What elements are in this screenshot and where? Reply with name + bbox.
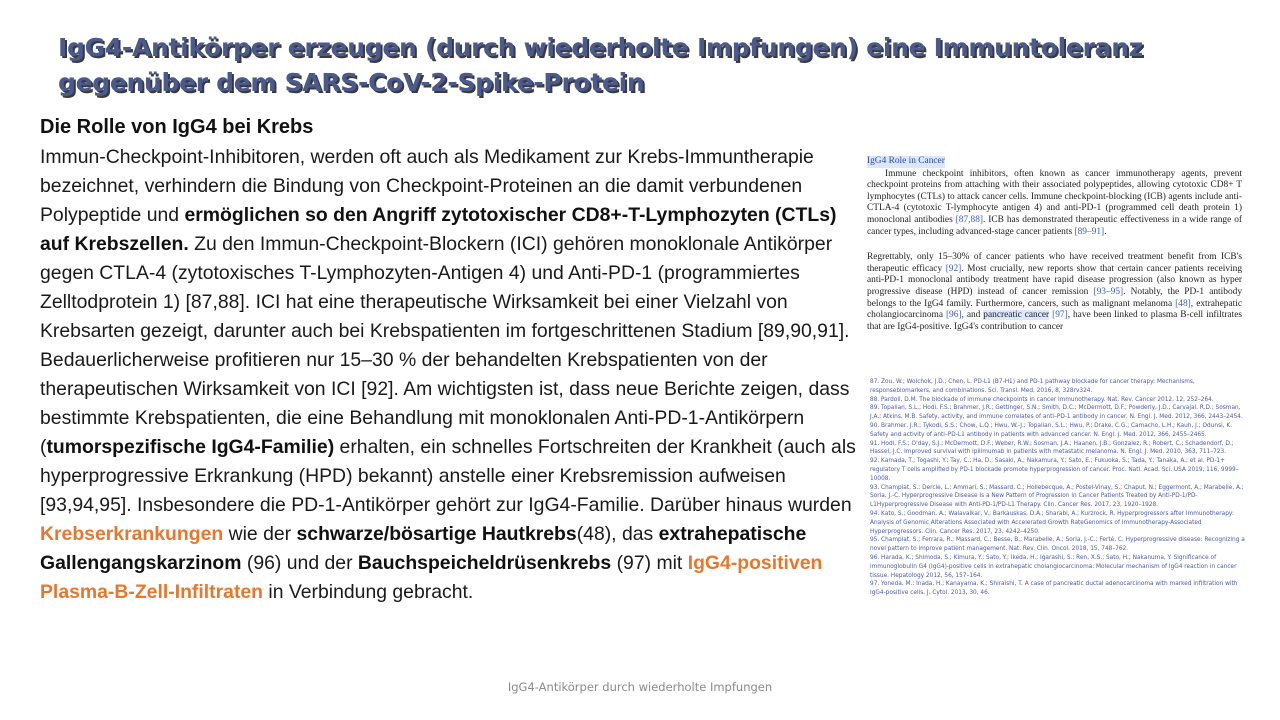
- reference-list: [870, 378, 1250, 598]
- body-text-3: erhalten, ein schnelles Fortschreiten der Krankheit (auch als hyperprogressive Erkrankung (HPD) bekannt) anstelle einer Krebsremission aufweisen [93,94,95]. Insbesondere die PD-1-Antikörper gehört zur IgG4-Familie. Darüber hinaus wurden: [40, 436, 856, 516]
- excerpt-citation: [48]: [1175, 298, 1191, 309]
- excerpt-text: . ICB has demonstrated therapeutic effectiveness in a wide range of cancer types, including advanced-stage cancer patients: [867, 214, 1243, 237]
- excerpt-highlight: pancreatic cancer: [983, 310, 1050, 321]
- body-bold-gallengang: extrahepatische Gallengangskarzinom: [40, 523, 807, 574]
- body-bold-1: ermöglichen so den Angriff zytotoxischer CD8+-T-Lymphozyten (CTLs) auf Krebszellen.: [40, 204, 837, 255]
- excerpt-citation: [96]: [945, 310, 962, 321]
- body-bold-hautkrebs: schwarze/bösartige Hautkrebs: [296, 523, 577, 545]
- excerpt-text: , extrahepatic cholangiocarcinoma: [867, 298, 1242, 321]
- body-paragraph: [40, 143, 870, 607]
- excerpt-text: .: [1104, 226, 1107, 237]
- excerpt-citation: [87,88]: [955, 214, 984, 225]
- excerpt-citation: [97]: [1052, 310, 1068, 321]
- body-bold-bauchspeichel: Bauchspeicheldrüsenkrebs: [357, 552, 612, 574]
- reference-item: 95. Champiat, S.; Ferrara, R.; Massard, C.; Besse, B.; Marabelle, A.; Soria, J.-C.; Ferté, C. Hyperprogressive disease: Recognizing a novel pattern to improve patient management. Nat. Rev. Clin. Oncol. 2018, 15, 748–762.: [870, 537, 1245, 553]
- reference-item: 87. Zou, W.; Wolchok, J.D.; Chen, L. PD-L1 (B7-H1) and PD-1 pathway blockade for cancer therapy: Mechanisms, responsebiomarkers, and combinations. Sci. Transl. Med. 2016, 8, 328rv324.: [870, 379, 1195, 394]
- body-text-5: (48), das: [576, 523, 659, 545]
- excerpt-text: . Most crucially, new reports show that certain cancer patients receiving anti-PD-1 monoclonal antibody treatment have rapid disease progression (also known as hyper progressive disease (HPD) instead of cancer remission: [867, 263, 1243, 297]
- excerpt-text: , and: [961, 310, 981, 321]
- body-text-1: Immun-Checkpoint-Inhibitoren, werden oft auch als Medikament zur Krebs-Immuntherapie bezeichnet, verhindern die Bindung von Checkpoint-Proteinen an die damit verbundenen Polypeptide und: [40, 146, 814, 226]
- body-text-2: Zu den Immun-Checkpoint-Blockern (ICI) gehören monoklonale Antikörper gegen CTLA-4 (zytotoxisches T-Lymphozyten-Antigen 4) und Anti-PD-1 (programmiertes Zelltodprotein 1) [87,88]. ICI hat eine therapeutische Wirksamkeit bei einer Vielzahl von Krebsarten gezeigt, darunter auch bei Krebspatienten im fortgeschrittenen Stadium [89,90,91]. Bedauerlicherweise profitieren nur 15–30 % der behandelten Krebspatienten von der therapeutischen Wirksamkeit von ICI [92]. Am wichtigsten ist, dass neue Berichte zeigen, dass bestimmte Krebspatienten, die eine Behandlung mit monoklonalen Anti-PD-1-Antikörpern (: [40, 233, 850, 458]
- slide-title-line2: gegenüber dem SARS-CoV-2-Spike-Protein: [58, 68, 645, 97]
- excerpt-paragraph-1: [867, 169, 1242, 239]
- highlight-krebserkrankungen: Krebserkrankungen: [40, 523, 224, 545]
- reference-item: 88. Pardoll, D.M. The blockade of immune checkpoints in cancer immunotherapy. Nat. Rev. Cancer 2012, 12, 252–264.: [870, 396, 1214, 403]
- slide-title-line1: IgG4-Antikörper erzeugen (durch wiederholte Impfungen) eine Immuntoleranz: [58, 33, 1143, 62]
- excerpt-paragraph-2: [867, 252, 1242, 333]
- reference-item: 90. Brahmer, J.R.; Tykodi, S.S.; Chow, L.Q.; Hwu, W.-J.; Topalian, S.L.; Hwu, P.; Drake, C.G.; Camacho, L.H.; Kauh, J.; Odunsi, K. Safety and activity of anti–PD-L1 antibody in patients with advanced cancer. N. Engl. J. Med. 2012, 366, 2455–2465.: [870, 422, 1233, 438]
- section-heading: Die Rolle von IgG4 bei Krebs: [40, 116, 314, 138]
- slide-footer: IgG4-Antikörper durch wiederholte Impfungen: [507, 680, 773, 694]
- body-text-4: wie der: [223, 523, 297, 545]
- reference-item: 93. Champiat, S.; Dercle, L.; Ammari, S.; Massard, C.; Hollebecque, A.; Postel-Vinay, S.; Chaput, N.; Eggermont, A.; Marabelle, A.; Soria, J.-C. Hyperprogressive Disease Is a New Pattern of Progression in Cancer Patients Treated by Anti-PD-1/PD-L1Hyperprogressive Disease with Anti-PD-1/PD-L1 Therapy. Clin. Cancer Res. 2017, 23, 1920–1928.: [870, 484, 1244, 509]
- excerpt-citation: [92]: [945, 263, 962, 274]
- reference-item: 97. Yoneda, M.; Inada, H.; Kanayama, K.; Shiraishi, T. A case of pancreatic ductal adenocarcinoma with marked infiltration with IgG4-positive cells. J. Cytol. 2013, 30, 46.: [870, 581, 1238, 597]
- excerpt-heading: IgG4 Role in Cancer: [867, 156, 945, 166]
- excerpt-text: . Notably, the PD-1 antibody belongs to the IgG4 family. Furthermore, cancers, such as malignant melanoma: [867, 286, 1243, 309]
- body-bold-2: tumorspezifische IgG4-Familie): [46, 436, 335, 458]
- excerpt-text: , have been linked to plasma B-cell infiltrates that are IgG4-positive. IgG4's contribution to cancer: [867, 310, 1243, 332]
- paper-excerpt-image: [867, 156, 1242, 333]
- reference-item: 92. Kamada, T.; Togashi, Y.; Tay, C.; Ha, D.; Sasaki, A.; Nakamura, Y.; Sato, E.; Fukuoka, S.; Tada, Y.; Tanaka, A.; et al. PD-1+ regulatory T cells amplified by PD-1 blockade promote hyperprogression of cancer. Proc. Natl. Acad. Sci. USA 2019, 116, 9999–10008.: [870, 458, 1239, 482]
- reference-item: 91. Hodi, F.S.; O'day, S.J.; McDermott, D.F.; Weber, R.W.; Sosman, J.A.; Haanen, J.B.; Gonzalez, R.; Robert, C.; Schadendorf, D.; Hassel, J.C. Improved survival with ipilimumab in patients with metastatic melanoma. N. Engl. J. Med. 2010, 363, 711–723.: [870, 440, 1234, 456]
- excerpt-text: Immune checkpoint inhibitors, often known as cancer immunotherapy agents, prevent checkpoint proteins from attaching with their associated polypeptides, allowing cytotoxic CD8+ T lymphocytes (CTLs) to attack cancer cells. Immune checkpoint-blocking (ICB) agents include anti-CTLA-4 (cytotoxic T-lymphocyte antigen 4) and anti-PD-1 (programmed cell death protein 1) monoclonal antibodies: [867, 168, 1242, 225]
- body-text-6: (96) und der: [241, 552, 358, 574]
- excerpt-text: Regrettably, only 15–30% of cancer patients who have received treatment benefit from ICB's therapeutic efficacy: [867, 252, 1242, 274]
- excerpt-citation: [89–91]: [1074, 226, 1105, 237]
- reference-item: 96. Harada, K.; Shimoda, S.; Kimura, Y.; Sato, Y.; Ikeda, H.; Igarashi, S.; Ren, X.S.; Sato, H.; Nakanuma, Y. Significance of immunoglobulin G4 (IgG4)-positive cells in extrahepatic cholangiocarcinoma: Molecular mechanism of IgG4 reaction in cancer tissue. Hepatology 2012, 56, 157–164.: [870, 554, 1237, 579]
- highlight-plasma-infiltrate: IgG4-positiven Plasma-B-Zell-Infiltraten: [40, 552, 823, 603]
- slide-title: [58, 30, 1218, 100]
- excerpt-citation: [93–95]: [1093, 286, 1124, 297]
- body-text-8: in Verbindung gebracht.: [263, 581, 474, 603]
- body-text-7: (97) mit: [611, 552, 688, 574]
- reference-item: 89. Topalian, S.L.; Hodi, F.S.; Brahmer, J.R.; Gettinger, S.N.; Smith, D.C.; McDermott, D.F.; Powderly, J.D.; Carvajal, R.D.; Sosman, J.A.; Atkins, M.B. Safety, activity, and immune correlates of anti–PD-1 antibody in cancer. N. Engl. J. Med. 2012, 366, 2443–2454.: [870, 405, 1243, 421]
- reference-item: 94. Kato, S.; Goodman, A.; Walavalkar, V.; Barkauskas, D.A.; Sharabi, A.; Kurzrock, R. Hyperprogressors after Immunotherapy: Analysis of Genomic Alterations Associated with Accelerated Growth RateGenomics of Immunotherapy-Associated Hyperprogressors. Clin. Cancer Res. 2017, 23, 4242–4250.: [870, 510, 1234, 535]
